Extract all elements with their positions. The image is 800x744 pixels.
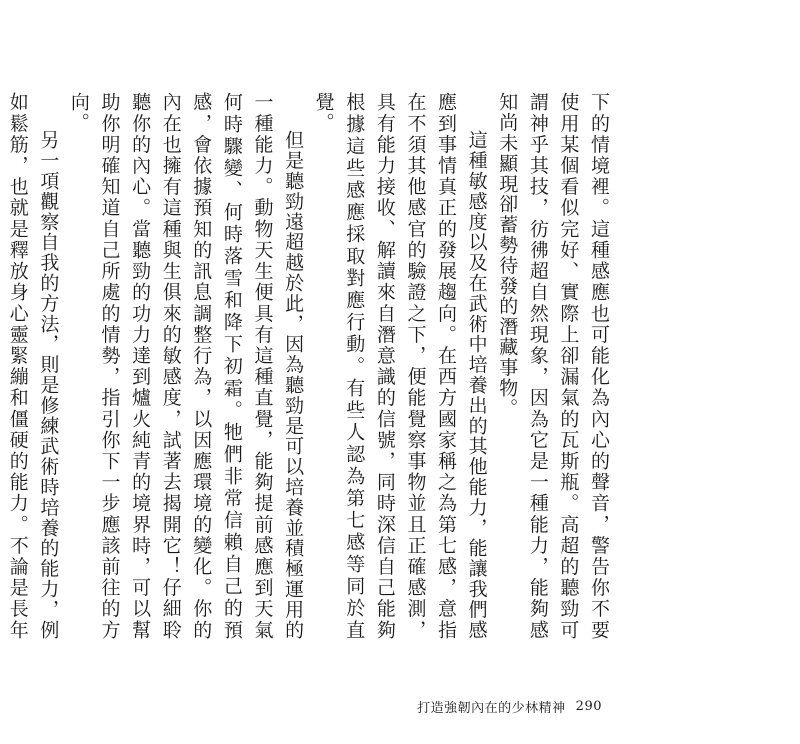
paragraph-3: 但是聽勁遠超越於此，因為聽勁是可以培養並積極運用的一種能力。動物天生便具有這種直覺，能夠提前感應到天氣何時驟變、何時落雪和降下初霜。牠們非常信賴自己的預感，會依據預知的訊息調整行為，以因應環境的變化。你的內在也擁有這種與生俱來的敏感度，試著去揭開它！仔細聆聽你的內心。當聽勁的功力達到爐火純青的境界時，可以幫助你明確知道自己所處的情勢，指引你下一步應該前往的方向。 bbox=[67, 92, 305, 640]
page-number: 290 bbox=[575, 699, 602, 714]
paragraph-4: 另一項觀察自我的方法，則是修練武術時培養的能力，例如鬆筋，也就是釋放身心靈緊繃和僵硬的能力。不論是長年 bbox=[6, 92, 60, 640]
paragraph-1: 下的情境裡。這種感應也可能化為內心的聲音，警告你不要使用某個看似完好、實際上卻漏氣的瓦斯瓶。高超的聽勁可謂神乎其技，彷彿超自然現象，因為它是一種能力，能夠感知尚未顯現卻蓄勢待發的潛藏事物。 bbox=[496, 92, 610, 640]
paragraph-2: 這種敏感度以及在武術中培養出的其他能力，能讓我們感應到事情真正的發展趨向。在西方國家稱之為第七感，意指在不須其他感官的驗證之下，便能覺察事物並且正確感測，具有能力接收、解讀來自潛意識的信號，同時深信自己能夠根據這些感應採取對應行動。有些人認為第七感等同於直覺。 bbox=[312, 92, 488, 640]
body-text bbox=[6, 92, 614, 640]
running-title: 打造強韌內在的少林精神 bbox=[417, 701, 566, 716]
page-footer bbox=[417, 697, 602, 716]
